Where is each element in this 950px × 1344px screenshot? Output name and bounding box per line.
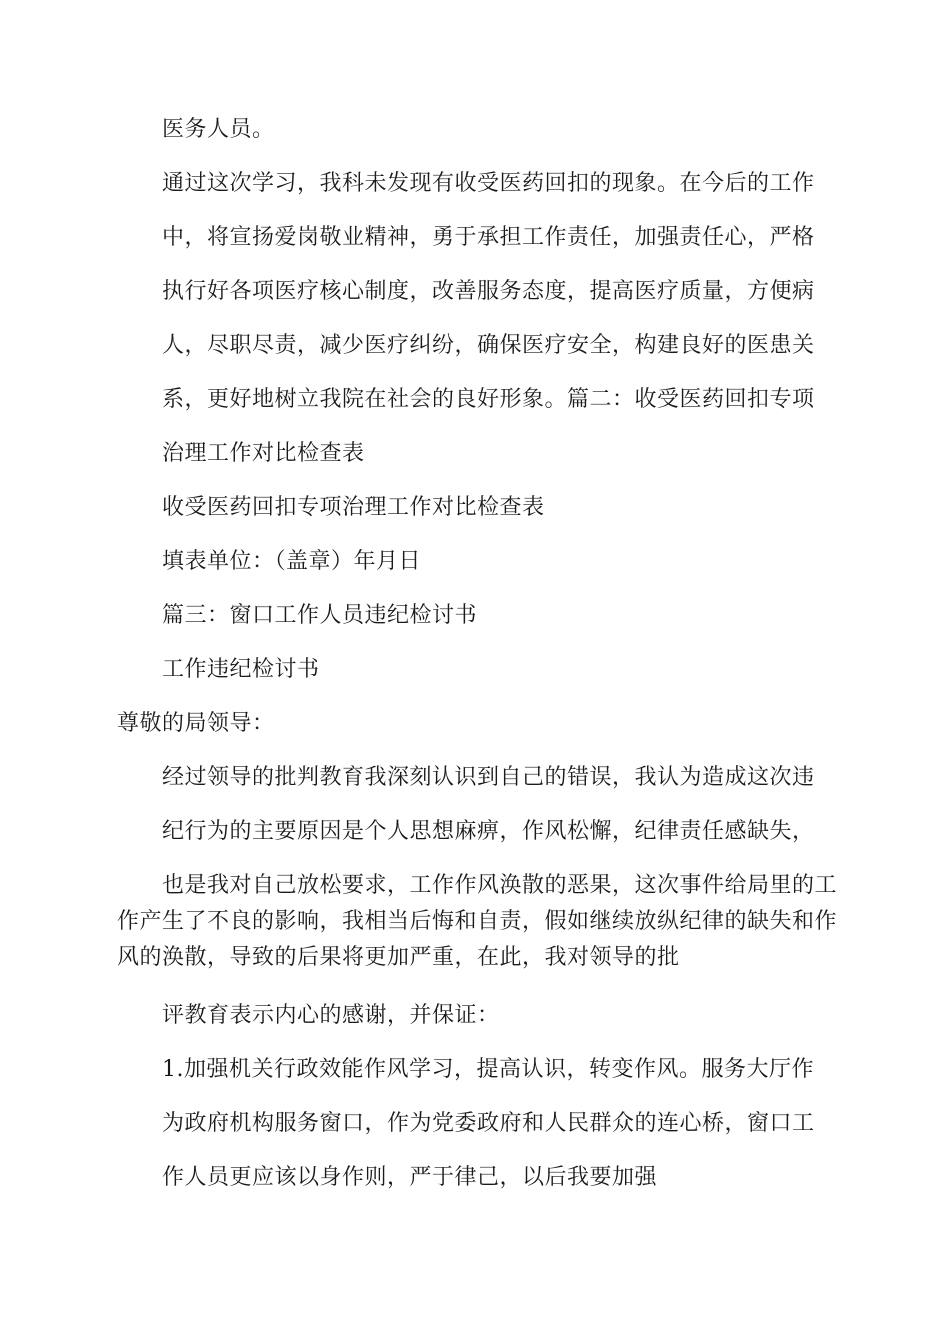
text-line: 医务人员。 bbox=[162, 117, 275, 142]
text-line: 填表单位：（盖章）年月日 bbox=[162, 549, 422, 574]
text-line: 作人员更应该以身作则，严于律己，以后我要加强 bbox=[162, 1165, 658, 1190]
text-line: 作产生了不良的影响，我相当后悔和自责，假如继续放纵纪律的缺失和作 bbox=[117, 909, 838, 934]
text-line: 纪行为的主要原因是个人思想麻痹，作风松懈，纪律责任感缺失， bbox=[162, 819, 815, 844]
text-line: 人，尽职尽责，减少医疗纠纷，确保医疗安全，构建良好的医患关 bbox=[162, 333, 815, 358]
section-title: 工作违纪检讨书 bbox=[162, 657, 320, 682]
text-line: 系，更好地树立我院在社会的良好形象。篇二：收受医药回扣专项 bbox=[162, 387, 815, 412]
salutation: 尊敬的局领导： bbox=[117, 711, 275, 736]
text-line: 治理工作对比检查表 bbox=[162, 441, 365, 466]
text-line: 评教育表示内心的感谢，并保证： bbox=[162, 1003, 500, 1028]
text-line: 为政府机构服务窗口，作为党委政府和人民群众的连心桥，窗口工 bbox=[162, 1111, 815, 1136]
section-heading: 篇三：窗口工作人员违纪检讨书 bbox=[162, 603, 478, 628]
section-title: 收受医药回扣专项治理工作对比检查表 bbox=[162, 495, 545, 520]
text-line: 风的涣散，导致的后果将更加严重，在此，我对领导的批 bbox=[117, 945, 680, 970]
text-line: 执行好各项医疗核心制度，改善服务态度，提高医疗质量，方便病 bbox=[162, 279, 815, 304]
list-item-text: 1.加强机关行政效能作风学习，提高认识，转变作风。服务大厅作 bbox=[162, 1057, 814, 1082]
text-line: 通过这次学习，我科未发现有收受医药回扣的现象。在今后的工作 bbox=[162, 171, 815, 196]
text-line: 经过领导的批判教育我深刻认识到自己的错误，我认为造成这次违 bbox=[162, 765, 815, 790]
text-line: 中，将宣扬爱岗敬业精神，勇于承担工作责任，加强责任心，严格 bbox=[162, 225, 815, 250]
text-line: 也是我对自己放松要求，工作作风涣散的恶果，这次事件给局里的工 bbox=[162, 873, 838, 898]
